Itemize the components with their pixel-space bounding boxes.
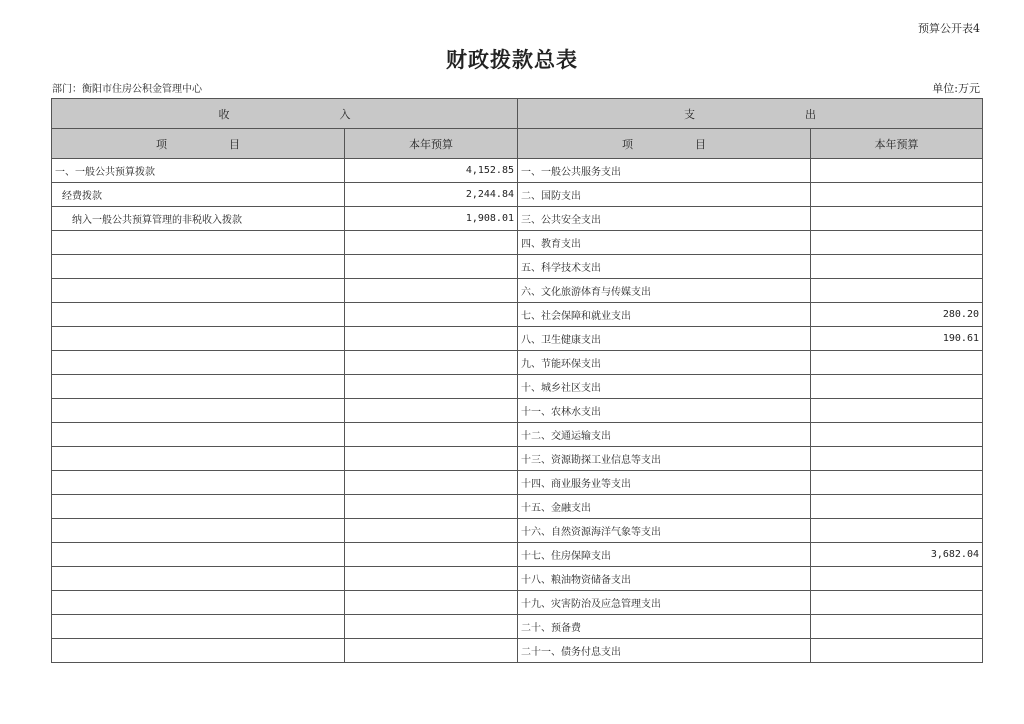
income-item-cell: 纳入一般公共预算管理的非税收入拨款 — [52, 207, 345, 231]
table-row — [52, 351, 983, 375]
expense-value-cell — [811, 207, 983, 231]
expense-value-cell — [811, 399, 983, 423]
income-value-cell — [345, 495, 518, 519]
table-row — [52, 399, 983, 423]
expense-value-cell — [811, 183, 983, 207]
income-item-cell — [52, 519, 345, 543]
income-header-left: 收 — [218, 107, 230, 121]
income-item-cell: 经费拨款 — [52, 183, 345, 207]
table-row — [52, 567, 983, 591]
income-item-cell — [52, 399, 345, 423]
income-item-header-right: 目 — [229, 137, 240, 151]
expense-item-cell: 十九、灾害防治及应急管理支出 — [518, 591, 811, 615]
expense-value-cell — [811, 615, 983, 639]
expense-value-cell — [811, 639, 983, 663]
expense-item-cell: 十七、住房保障支出 — [518, 543, 811, 567]
table-row — [52, 639, 983, 663]
expense-item-cell: 五、科学技术支出 — [518, 255, 811, 279]
expense-item-cell: 一、一般公共服务支出 — [518, 159, 811, 183]
income-value-cell — [345, 639, 518, 663]
expense-value-cell — [811, 255, 983, 279]
expense-item-cell: 十八、粮油物资储备支出 — [518, 567, 811, 591]
expense-value-cell: 190.61 — [811, 327, 983, 351]
expense-item-cell: 二十一、债务付息支出 — [518, 639, 811, 663]
table-row — [52, 591, 983, 615]
income-value-cell: 4,152.85 — [345, 159, 518, 183]
table-row — [52, 519, 983, 543]
income-item-header — [52, 129, 345, 159]
table-body — [52, 159, 983, 663]
income-value-cell — [345, 423, 518, 447]
income-value-cell — [345, 255, 518, 279]
income-item-cell — [52, 471, 345, 495]
table-row — [52, 447, 983, 471]
expense-item-cell: 二、国防支出 — [518, 183, 811, 207]
income-value-cell — [345, 399, 518, 423]
expense-item-cell: 十二、交通运输支出 — [518, 423, 811, 447]
table-row — [52, 327, 983, 351]
page-title: 财政拨款总表 — [446, 48, 578, 72]
expense-value-cell — [811, 279, 983, 303]
expense-item-header-left: 项 — [622, 137, 633, 151]
table-row — [52, 303, 983, 327]
table-row — [52, 423, 983, 447]
expense-item-cell: 十四、商业服务业等支出 — [518, 471, 811, 495]
income-value-cell — [345, 279, 518, 303]
income-item-cell — [52, 591, 345, 615]
expense-value-cell — [811, 159, 983, 183]
expense-value-cell — [811, 375, 983, 399]
income-section-header — [52, 99, 518, 129]
expense-item-cell: 十五、金融支出 — [518, 495, 811, 519]
income-value-cell — [345, 303, 518, 327]
table-row — [52, 375, 983, 399]
expense-value-cell — [811, 471, 983, 495]
income-item-cell — [52, 279, 345, 303]
expense-item-cell: 十六、自然资源海洋气象等支出 — [518, 519, 811, 543]
table-row — [52, 471, 983, 495]
income-budget-header: 本年预算 — [345, 129, 518, 159]
income-value-cell — [345, 351, 518, 375]
income-item-cell — [52, 423, 345, 447]
table-row — [52, 183, 983, 207]
table-row — [52, 279, 983, 303]
income-value-cell — [345, 567, 518, 591]
income-item-cell — [52, 495, 345, 519]
income-item-cell — [52, 303, 345, 327]
expense-value-cell — [811, 231, 983, 255]
section-header-row — [52, 99, 983, 129]
department-label: 部门：衡阳市住房公积金管理中心 — [52, 84, 202, 95]
expense-item-cell: 三、公共安全支出 — [518, 207, 811, 231]
income-header-right: 入 — [339, 107, 351, 121]
table-row — [52, 231, 983, 255]
income-item-cell — [52, 231, 345, 255]
expense-header-right: 出 — [805, 107, 816, 121]
income-item-cell — [52, 447, 345, 471]
income-value-cell — [345, 591, 518, 615]
expense-item-cell: 十三、资源勘探工业信息等支出 — [518, 447, 811, 471]
expense-item-cell: 十、城乡社区支出 — [518, 375, 811, 399]
expense-value-cell: 3,682.04 — [811, 543, 983, 567]
income-value-cell: 2,244.84 — [345, 183, 518, 207]
income-item-cell — [52, 639, 345, 663]
income-item-cell — [52, 255, 345, 279]
table-row — [52, 495, 983, 519]
income-item-cell: 一、一般公共预算拨款 — [52, 159, 345, 183]
table-number: 预算公开表4 — [918, 22, 980, 35]
expense-item-cell: 八、卫生健康支出 — [518, 327, 811, 351]
expense-item-cell: 十一、农林水支出 — [518, 399, 811, 423]
expense-item-cell: 九、节能环保支出 — [518, 351, 811, 375]
expense-value-cell — [811, 423, 983, 447]
unit-label: 单位:万元 — [932, 82, 980, 95]
income-value-cell — [345, 327, 518, 351]
expense-header-left: 支 — [684, 107, 695, 121]
expense-value-cell — [811, 447, 983, 471]
income-value-cell — [345, 615, 518, 639]
income-value-cell — [345, 375, 518, 399]
expense-value-cell: 280.20 — [811, 303, 983, 327]
expense-value-cell — [811, 567, 983, 591]
income-item-header-left: 项 — [156, 137, 167, 151]
income-value-cell — [345, 471, 518, 495]
expense-value-cell — [811, 495, 983, 519]
expense-item-cell: 六、文化旅游体育与传媒支出 — [518, 279, 811, 303]
table-row — [52, 159, 983, 183]
expense-value-cell — [811, 519, 983, 543]
income-item-cell — [52, 615, 345, 639]
income-value-cell — [345, 447, 518, 471]
expense-item-cell: 二十、预备费 — [518, 615, 811, 639]
table-row — [52, 543, 983, 567]
income-item-cell — [52, 543, 345, 567]
table-row — [52, 207, 983, 231]
income-item-cell — [52, 351, 345, 375]
expense-item-cell: 四、教育支出 — [518, 231, 811, 255]
expense-section-header — [518, 99, 983, 129]
table-row — [52, 615, 983, 639]
income-item-cell — [52, 327, 345, 351]
expense-value-cell — [811, 351, 983, 375]
expense-budget-header: 本年预算 — [811, 129, 983, 159]
income-value-cell — [345, 231, 518, 255]
expense-item-header-right: 目 — [695, 137, 706, 151]
expense-item-header — [518, 129, 811, 159]
income-value-cell — [345, 519, 518, 543]
expense-value-cell — [811, 591, 983, 615]
income-value-cell: 1,908.01 — [345, 207, 518, 231]
budget-table — [51, 98, 983, 663]
income-value-cell — [345, 543, 518, 567]
expense-item-cell: 七、社会保障和就业支出 — [518, 303, 811, 327]
income-item-cell — [52, 375, 345, 399]
income-item-cell — [52, 567, 345, 591]
column-header-row — [52, 129, 983, 159]
table-row — [52, 255, 983, 279]
